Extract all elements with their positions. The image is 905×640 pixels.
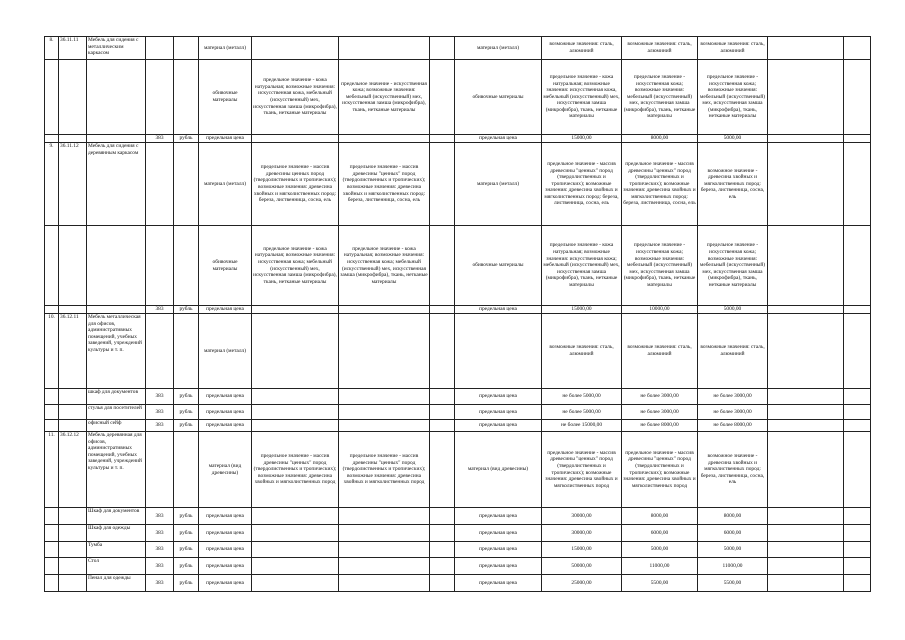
function-cell: [844, 508, 871, 525]
characteristic: материал (металл): [199, 314, 252, 389]
value-approved-3: 5000,00: [698, 135, 768, 143]
characteristic-approved: предельная цена: [455, 306, 542, 314]
value-group-1: [252, 135, 339, 143]
characteristic-approved: [455, 314, 542, 389]
value-group-1: предельное значение - массив древесины ценных пород (твердолиственных и тропических); возможные значения: древесина хвойных и мягколиственных пород: береза, лиственница, сосна, ель: [252, 143, 339, 226]
justification-cell: [768, 306, 844, 314]
okei-code: [146, 37, 174, 60]
row-number: [45, 405, 59, 420]
value-approved-1: 15000,00: [542, 306, 622, 314]
empty-cell: [430, 135, 455, 143]
value-group-1: предельное значение - кожа натуральная; возможные значения: искусственная кожа, мебельный (искусственный) мех, искусственная замша (микрофибра), ткань, нетканые материалы: [252, 60, 339, 135]
value-approved-3: 5000,00: [698, 306, 768, 314]
value-approved-3: возможное значение - древесина хвойных и мягколиственных пород: береза, лиственница, сосна, ель: [698, 432, 768, 508]
value-approved-1: 15000,00: [542, 135, 622, 143]
item-name: офисный сейф: [87, 420, 146, 432]
value-group-1: [252, 306, 339, 314]
okei-code: [146, 432, 174, 508]
value-approved-3: не более 3000,00: [698, 405, 768, 420]
item-name: [87, 306, 146, 314]
value-group-2: [339, 306, 430, 314]
value-approved-3: 11000,00: [698, 558, 768, 575]
function-cell: [844, 432, 871, 508]
okpd-code: [59, 558, 87, 575]
value-group-1: предельное значение - массив древесины "ценных" пород (твердолиственных и тропических); возможные значения: древесина хвойных и мягколиственных пород: [252, 432, 339, 508]
characteristic-approved: обивочные материалы: [455, 60, 542, 135]
table-row: [45, 525, 871, 542]
empty-cell: [430, 405, 455, 420]
unit-name: рубль: [174, 542, 199, 558]
characteristic: предельная цена: [199, 389, 252, 405]
function-cell: [844, 143, 871, 226]
unit-name: рубль: [174, 135, 199, 143]
empty-cell: [430, 226, 455, 306]
justification-cell: [768, 558, 844, 575]
value-group-2: [339, 508, 430, 525]
value-approved-2: не более 8000,00: [622, 420, 698, 432]
value-group-2: [339, 525, 430, 542]
characteristic-approved: обивочные материалы: [455, 226, 542, 306]
row-number: [45, 306, 59, 314]
characteristic: предельная цена: [199, 525, 252, 542]
value-approved-3: 8000,00: [698, 508, 768, 525]
table-row: [45, 558, 871, 575]
justification-cell: [768, 60, 844, 135]
value-approved-1: не более 5000,00: [542, 389, 622, 405]
value-group-2: [339, 420, 430, 432]
okpd-code: 36.12.12: [59, 432, 87, 508]
characteristic: предельная цена: [199, 542, 252, 558]
document-page: [44, 36, 852, 592]
okei-code: 383: [146, 542, 174, 558]
empty-cell: [430, 432, 455, 508]
characteristic: обивочные материалы: [199, 226, 252, 306]
row-number: [45, 525, 59, 542]
characteristic-approved: предельная цена: [455, 389, 542, 405]
value-approved-2: предельное значение - искусственная кожа; возможные значения: мебельный (искусственный) мех, искусственная замша (микрофибра), ткань, нетканые материалы: [622, 60, 698, 135]
characteristic-approved: материал (металл): [455, 37, 542, 60]
function-cell: [844, 306, 871, 314]
table-row: [45, 420, 871, 432]
row-number: [45, 420, 59, 432]
okpd-code: [59, 508, 87, 525]
unit-name: [174, 314, 199, 389]
unit-name: рубль: [174, 525, 199, 542]
value-group-1: [252, 405, 339, 420]
okpd-code: 36.11.12: [59, 143, 87, 226]
okei-code: [146, 143, 174, 226]
characteristic-approved: предельная цена: [455, 525, 542, 542]
table-row: [45, 135, 871, 143]
okei-code: 383: [146, 420, 174, 432]
value-approved-2: 6000,00: [622, 525, 698, 542]
row-number: [45, 558, 59, 575]
function-cell: [844, 226, 871, 306]
characteristic-approved: предельная цена: [455, 575, 542, 592]
value-approved-3: 5000,00: [698, 542, 768, 558]
value-approved-2: 10000,00: [622, 306, 698, 314]
unit-name: [174, 432, 199, 508]
table-row: [45, 508, 871, 525]
value-approved-1: 30000,00: [542, 508, 622, 525]
characteristic-approved: предельная цена: [455, 542, 542, 558]
value-group-1: [252, 314, 339, 389]
value-approved-1: возможные значения: сталь, алюминий: [542, 314, 622, 389]
row-number: [45, 542, 59, 558]
item-name: [87, 226, 146, 306]
justification-cell: [768, 525, 844, 542]
row-number: 10.: [45, 314, 59, 389]
okei-code: 383: [146, 558, 174, 575]
justification-cell: [768, 226, 844, 306]
okpd-code: [59, 226, 87, 306]
unit-name: рубль: [174, 575, 199, 592]
value-approved-2: возможные значения: сталь, алюминий: [622, 314, 698, 389]
value-approved-1: предельное значение - кожа натуральная; возможные значения: искусственная кожа; мебельный (искусственный) мех, искусственная замша (микрофибра), ткань, нетканые материалы: [542, 226, 622, 306]
row-number: [45, 389, 59, 405]
table-row: [45, 389, 871, 405]
characteristic: предельная цена: [199, 575, 252, 592]
item-name: Пенал для одежды: [87, 575, 146, 592]
unit-name: рубль: [174, 389, 199, 405]
function-cell: [844, 135, 871, 143]
justification-cell: [768, 508, 844, 525]
value-approved-3: не более 3000,00: [698, 389, 768, 405]
okei-code: 383: [146, 405, 174, 420]
okpd-code: [59, 389, 87, 405]
justification-cell: [768, 405, 844, 420]
value-group-1: [252, 542, 339, 558]
characteristic-approved: предельная цена: [455, 405, 542, 420]
justification-cell: [768, 37, 844, 60]
value-approved-2: 5000,00: [622, 542, 698, 558]
empty-cell: [430, 314, 455, 389]
empty-cell: [430, 306, 455, 314]
value-group-2: [339, 542, 430, 558]
unit-name: [174, 226, 199, 306]
function-cell: [844, 314, 871, 389]
unit-name: рубль: [174, 420, 199, 432]
characteristic-approved: материал (вид древесины): [455, 432, 542, 508]
function-cell: [844, 405, 871, 420]
okpd-code: [59, 575, 87, 592]
item-name: Стол: [87, 558, 146, 575]
value-group-2: [339, 405, 430, 420]
characteristic: материал (вид древесины): [199, 432, 252, 508]
value-approved-1: 25000,00: [542, 575, 622, 592]
okei-code: 383: [146, 525, 174, 542]
value-group-1: [252, 558, 339, 575]
value-approved-2: 8000,00: [622, 135, 698, 143]
row-number: [45, 508, 59, 525]
value-group-1: [252, 508, 339, 525]
function-cell: [844, 525, 871, 542]
value-group-2: [339, 135, 430, 143]
table-row: [45, 542, 871, 558]
row-number: [45, 226, 59, 306]
table-row: [45, 575, 871, 592]
justification-cell: [768, 135, 844, 143]
characteristic-approved: предельная цена: [455, 420, 542, 432]
requirements-table: [44, 36, 871, 592]
function-cell: [844, 389, 871, 405]
unit-name: рубль: [174, 508, 199, 525]
function-cell: [844, 420, 871, 432]
okei-code: [146, 60, 174, 135]
item-name: Мебель металлическая для офисов, административных помещений, учебных заведений, учреждений культуры и т. п.: [87, 314, 146, 389]
value-approved-2: возможные значения: сталь, алюминий: [622, 37, 698, 60]
item-name: Мебель для сидения с металлическим каркасом: [87, 37, 146, 60]
value-approved-3: возможное значение - древесина хвойных и мягколиственных пород: береза, лиственница, сосна, ель: [698, 143, 768, 226]
value-group-2: [339, 37, 430, 60]
justification-cell: [768, 575, 844, 592]
table-row: [45, 314, 871, 389]
value-approved-3: не более 8000,00: [698, 420, 768, 432]
okpd-code: [59, 306, 87, 314]
value-approved-3: возможные значения: сталь, алюминий: [698, 37, 768, 60]
value-approved-1: 30000,00: [542, 525, 622, 542]
table-row: [45, 432, 871, 508]
row-number: 8.: [45, 37, 59, 60]
value-approved-1: не более 5000,00: [542, 405, 622, 420]
item-name: Шкаф для документов: [87, 508, 146, 525]
row-number: [45, 135, 59, 143]
okpd-code: 36.11.11: [59, 37, 87, 60]
characteristic-approved: предельная цена: [455, 135, 542, 143]
okpd-code: 36.12.11: [59, 314, 87, 389]
value-group-2: [339, 314, 430, 389]
row-number: 11.: [45, 432, 59, 508]
value-group-1: [252, 420, 339, 432]
value-approved-1: 50000,00: [542, 558, 622, 575]
characteristic-approved: материал (металл): [455, 143, 542, 226]
item-name: [87, 135, 146, 143]
characteristic: материал (металл): [199, 143, 252, 226]
okei-code: 383: [146, 508, 174, 525]
unit-name: рубль: [174, 306, 199, 314]
value-group-2: предельное значение - искусственная кожа; возможные значения: мебельный (искусственный) мех, искусственная замша (микрофибра), ткань, нетканые материалы: [339, 60, 430, 135]
okpd-code: [59, 420, 87, 432]
characteristic-approved: предельная цена: [455, 508, 542, 525]
unit-name: рубль: [174, 405, 199, 420]
empty-cell: [430, 143, 455, 226]
value-approved-1: предельное значение - кожа натуральная; возможные значения: искусственная кожа, мебельный (искусственный) мех, искусственная замша (микрофибра), ткань, нетканые материалы: [542, 60, 622, 135]
value-approved-1: предельное значение - массив древесины "ценных" пород (твердолиственных и тропических); возможные значения: древесина хвойных и мягколиственных пород: [542, 432, 622, 508]
characteristic: предельная цена: [199, 558, 252, 575]
item-name: Тумба: [87, 542, 146, 558]
value-group-2: предельное значение - массив древесины "ценных" пород (твердолиственных и тропических); возможные значения: древесина хвойных и мягколиственных пород: [339, 432, 430, 508]
item-name: шкаф для документов: [87, 389, 146, 405]
justification-cell: [768, 432, 844, 508]
okei-code: 383: [146, 135, 174, 143]
value-approved-2: предельное значение - искусственная кожа; возможные значения: мебельный (искусственный) мех, искусственная замша (микрофибра), ткань, нетканые материалы: [622, 226, 698, 306]
function-cell: [844, 37, 871, 60]
characteristic: предельная цена: [199, 405, 252, 420]
value-group-1: предельное значение - кожа натуральная; возможные значения: искусственная кожа; мебельный (искусственный) мех, искусственная замша (микрофибра), ткань, нетканые материалы: [252, 226, 339, 306]
justification-cell: [768, 542, 844, 558]
item-name: [87, 60, 146, 135]
empty-cell: [430, 389, 455, 405]
value-approved-3: 6000,00: [698, 525, 768, 542]
value-approved-1: предельное значение - массив древесины "ценных" пород (твердолиственных и тропических); возможные значения: древесина хвойных и мягколиственных пород: береза, лиственница, сосна, ель: [542, 143, 622, 226]
justification-cell: [768, 143, 844, 226]
item-name: Мебель для сидения с деревянным каркасом: [87, 143, 146, 226]
table-row: [45, 60, 871, 135]
empty-cell: [430, 575, 455, 592]
characteristic: предельная цена: [199, 508, 252, 525]
value-group-1: [252, 37, 339, 60]
value-group-2: предельное значение - массив древесины "ценных" пород (твердолиственных и тропических); возможные значения: древесина хвойных и мягколиственных пород: береза, лиственница, сосна, ель: [339, 143, 430, 226]
justification-cell: [768, 389, 844, 405]
value-approved-3: возможные значения: сталь, алюминий: [698, 314, 768, 389]
value-approved-2: 8000,00: [622, 508, 698, 525]
item-name: Мебель деревянная для офисов, административных помещений, учебных заведений, учреждений культуры и т. п.: [87, 432, 146, 508]
empty-cell: [430, 420, 455, 432]
characteristic: предельная цена: [199, 306, 252, 314]
value-group-2: предельное значение - кожа натуральная; возможные значения: искусственная кожа; мебельный (искусственный) мех, искусственная замша (микрофибра), ткань, нетканые материалы: [339, 226, 430, 306]
empty-cell: [430, 37, 455, 60]
item-name: стулья для посетителей: [87, 405, 146, 420]
unit-name: [174, 37, 199, 60]
empty-cell: [430, 60, 455, 135]
okei-code: 383: [146, 306, 174, 314]
unit-name: рубль: [174, 558, 199, 575]
okpd-code: [59, 60, 87, 135]
value-approved-2: предельное значение - массив древесины "ценных" пород (твердолиственных и тропических); возможные значения: древесина хвойных и мягколиственных пород: береза, лиственница, сосна, ель: [622, 143, 698, 226]
characteristic: материал (металл): [199, 37, 252, 60]
unit-name: [174, 143, 199, 226]
value-group-1: [252, 525, 339, 542]
table-row: [45, 306, 871, 314]
value-approved-2: предельное значение - массив древесины "ценных" пород (твердолиственных и тропических); возможные значения: древесина хвойных и мягколиственных пород: [622, 432, 698, 508]
empty-cell: [430, 542, 455, 558]
okpd-code: [59, 542, 87, 558]
unit-name: [174, 60, 199, 135]
value-group-2: [339, 575, 430, 592]
okpd-code: [59, 405, 87, 420]
function-cell: [844, 575, 871, 592]
characteristic: предельная цена: [199, 135, 252, 143]
value-approved-1: возможные значения: сталь, алюминий: [542, 37, 622, 60]
value-group-1: [252, 389, 339, 405]
justification-cell: [768, 314, 844, 389]
row-number: [45, 575, 59, 592]
okpd-code: [59, 135, 87, 143]
value-approved-3: 5500,00: [698, 575, 768, 592]
characteristic-approved: предельная цена: [455, 558, 542, 575]
okpd-code: [59, 525, 87, 542]
justification-cell: [768, 420, 844, 432]
value-approved-1: 15000,00: [542, 542, 622, 558]
empty-cell: [430, 525, 455, 542]
value-approved-2: 5500,00: [622, 575, 698, 592]
characteristic: предельная цена: [199, 420, 252, 432]
value-group-2: [339, 558, 430, 575]
value-group-2: [339, 389, 430, 405]
table-row: [45, 143, 871, 226]
characteristic: обивочные материалы: [199, 60, 252, 135]
table-row: [45, 37, 871, 60]
value-approved-2: не более 3000,00: [622, 389, 698, 405]
item-name: Шкаф для одежды: [87, 525, 146, 542]
empty-cell: [430, 508, 455, 525]
okei-code: 383: [146, 575, 174, 592]
value-group-1: [252, 575, 339, 592]
function-cell: [844, 558, 871, 575]
row-number: [45, 60, 59, 135]
value-approved-2: 11000,00: [622, 558, 698, 575]
okei-code: [146, 226, 174, 306]
value-approved-1: не более 15000,00: [542, 420, 622, 432]
value-approved-3: предельное значение - искусственная кожа; возможные значения: мебельный (искусственный) мех, искусственная замша (микрофибра), ткань, нетканые материалы: [698, 226, 768, 306]
function-cell: [844, 542, 871, 558]
okei-code: 383: [146, 389, 174, 405]
function-cell: [844, 60, 871, 135]
empty-cell: [430, 558, 455, 575]
table-row: [45, 405, 871, 420]
row-number: 9.: [45, 143, 59, 226]
value-approved-2: не более 3000,00: [622, 405, 698, 420]
okei-code: [146, 314, 174, 389]
table-row: [45, 226, 871, 306]
value-approved-3: предельное значение - искусственная кожа; возможные значения: мебельный (искусственный) мех, искусственная замша (микрофибра), ткань, нетканые материалы: [698, 60, 768, 135]
